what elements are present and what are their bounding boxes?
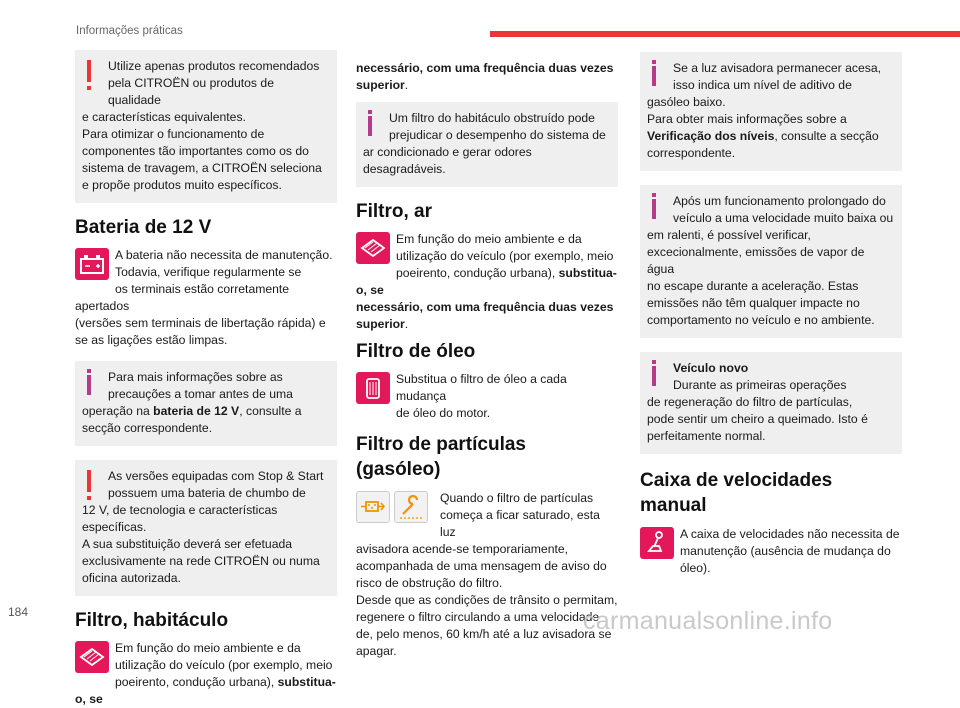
- page-number: 184: [8, 605, 29, 619]
- particle-filter-icon: [356, 491, 390, 523]
- section-title-battery: Bateria de 12 V: [75, 217, 212, 238]
- info-box: Após um funcionamento prolongado do veículo a uma velocidade muito baixa ou em ralenti, é possível verificar, excecionalmente, emissões de vapor de água no escape durante a aceleração. Estas emissões não têm qualquer impacte no comportamento no veículo e no ambiente.: [640, 185, 902, 338]
- air-filter-paragraph: Em função do meio ambiente e da utilização do veículo (por exemplo, meio poeirento, condução urbana), substitua-o, se necessário, com uma frequência duas vezes superior.: [356, 232, 617, 331]
- warning-box: As versões equipadas com Stop & Start possuem uma bateria de chumbo de 12 V, de tecnologia e características específicas. A sua substituição deverá ser efetuada exclusivamente na rede CITROËN ou numa oficina autorizada.: [75, 460, 337, 596]
- gearbox-icon: [640, 527, 674, 559]
- watermark: carmanualsonline.info: [583, 607, 833, 635]
- section-title-oil-filter: Filtro de óleo: [356, 341, 476, 362]
- cabin-filter-continuation: necessário, com uma frequência duas vezes superior.: [356, 61, 614, 92]
- warning-icon: [87, 60, 91, 82]
- battery-icon: [75, 248, 109, 280]
- info-box: Veículo novo Durante as primeiras operações de regeneração do filtro de partículas, pode sentir um cheiro a queimado. Isto é perfeitamente normal.: [640, 352, 902, 454]
- header-accent-bar: [490, 31, 960, 37]
- info-box: Para mais informações sobre as precauções a tomar antes de uma operação na bateria de 12 V, consulte a secção correspondente.: [75, 361, 337, 446]
- section-title-gearbox: Caixa de velocidades manual: [640, 470, 833, 516]
- column-1: [75, 50, 337, 708]
- warning-box: Utilize apenas produtos recomendados pela CITROËN ou produtos de qualidade e características equivalentes. Para otimizar o funcionamento de componentes tão importantes como os do sistema de travagem, a CITROËN seleciona e propõe produtos muito específicos.: [75, 50, 337, 203]
- warning-icon: [87, 470, 91, 492]
- oil-filter-icon: [356, 372, 390, 404]
- info-box: Se a luz avisadora permanecer acesa, isso indica um nível de aditivo de gasóleo baixo. Para obter mais informações sobre a Verificação dos níveis, consulte a secção correspondente.: [640, 52, 902, 171]
- column-3: [640, 50, 902, 577]
- filter-icon: [75, 641, 109, 673]
- gearbox-paragraph: A caixa de velocidades não necessita de manutenção (ausência de mudança do óleo).: [640, 526, 902, 577]
- info-icon: [368, 116, 372, 136]
- particle-filter-paragraph: Quando o filtro de partículas começa a ficar saturado, esta luz avisadora acende-se temporariamente, acompanhada de uma mensagem de aviso do risco de obstrução do filtro. Desde que as condições de trânsito o permitam, regenere o filtro circulando a uma velocidade de, pelo menos, 60 km/h até a luz avisadora se apagar.: [356, 491, 618, 658]
- filter-icon: [356, 232, 390, 264]
- info-icon: [652, 199, 656, 219]
- section-title-air-filter: Filtro, ar: [356, 201, 433, 222]
- info-icon: [652, 66, 656, 86]
- running-header: Informações práticas: [76, 25, 183, 37]
- section-title-cabin-filter: Filtro, habitáculo: [75, 610, 229, 631]
- info-icon: [87, 375, 91, 395]
- battery-paragraph: A bateria não necessita de manutenção. Todavia, verifique regularmente se os terminais estão corretamente apertados (versões sem terminais de libertação rápida) e se as ligações estão limpas.: [75, 248, 333, 347]
- cabin-filter-paragraph: Em função do meio ambiente e da utilização do veículo (por exemplo, meio poeirento, condução urbana), substitua-o, se: [75, 641, 336, 706]
- oil-filter-paragraph: Substitua o filtro de óleo a cada mudança de óleo do motor.: [356, 371, 618, 422]
- service-wrench-icon: [394, 491, 428, 523]
- info-icon: [652, 366, 656, 386]
- info-box: Um filtro do habitáculo obstruído pode prejudicar o desempenho do sistema de ar condicionado e gerar odores desagradáveis.: [356, 102, 618, 187]
- column-2: [356, 50, 618, 660]
- section-title-particle-filter: Filtro de partículas (gasóleo): [356, 434, 526, 480]
